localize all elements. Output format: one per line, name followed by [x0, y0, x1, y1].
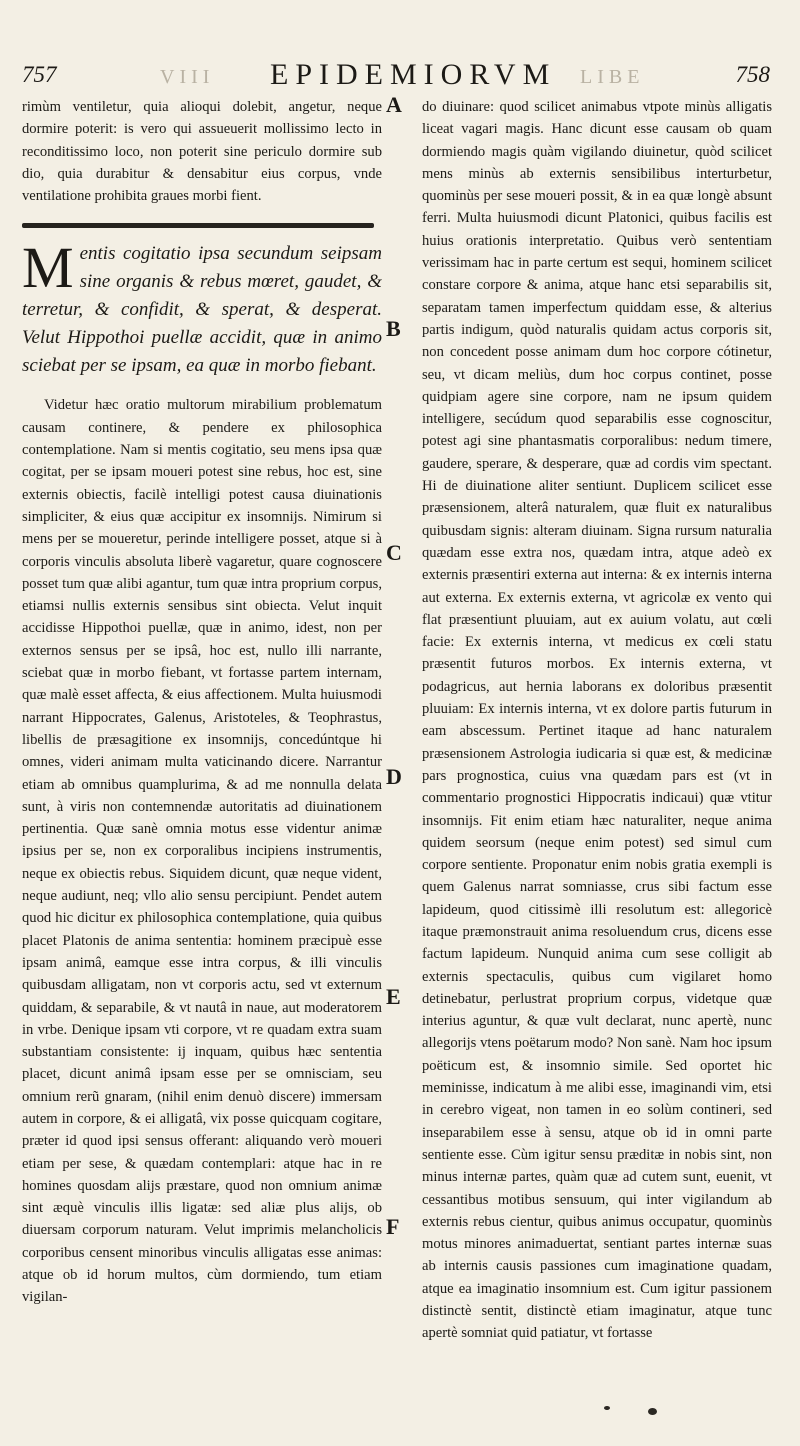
ink-speck: [648, 1408, 657, 1415]
show-through-text-left: VIII: [160, 66, 215, 88]
page-number-right: 758: [735, 62, 770, 87]
lemma-body: entis cogitatio ipsa secundum seipsam sine organis & rebus mœret, gaudet, & terretur, & confidit, & sperat, & desperat. Velut Hippothoi puellæ accidit, quæ in animo sciebat per se ipsam, ea quæ in morbo fiebant.: [22, 243, 382, 377]
margin-letter-c: C: [386, 540, 402, 565]
page-number-left: 757: [22, 62, 57, 87]
continuation-paragraph: rimùm ventiletur, quia alioqui dolebit, angetur, neque dormire poterit: is vero qui assueuerit mollissimo lecto in reconditissimo loco, non poterit sine periculo dormire sub dio, quia durabitur & densabitur eius corpus, vnde ventilatione prohibita graues morbi fient.: [22, 99, 382, 205]
right-column: [422, 96, 772, 1345]
left-column: [22, 96, 382, 1309]
margin-letter-d: D: [386, 764, 402, 789]
commentary-paragraph: Videtur hæc oratio multorum mirabilium problematum causam continere, & pendere ex philosophica contemplatione. Nam si mentis cogitatio, seu mens ipsa quæ cogitat, per se ipsam moueri potest sine rebus, hoc est, sine externis obiectis, facilè intelligi potest causa diuinationis simpliciter, & eius quæ accipitur ex insomnijs. Nimirum si mens per se moueretur, perinde intelligere posset, atque si à corporis vinculis absoluta liberè vagaretur, quare cognoscere posset tum quæ alibi agantur, tum quæ intra proprium corpus, etiamsi nullis externis sensibus sint obiecta. Velut inquit accidisse Hippothoi puellæ, quæ in animo, idest, non per externos sensus per se ipsâ, hoc est, nullo illi narrante, sciebat quæ in morbo fiebant, vt fortasse partem internam, quæ malè esset affecta, & eius affectionem. Multa huiusmodi narrant Hippocrates, Galenus, Aristoteles, & Teophrastus, libellis de præsagitione ex insomnijs, concedúntque hi omnes, videri animam multa vaticinando dicere. Narrantur etiam ab omnibus quamplurima, & ad me nonnulla delata sunt, à viris non contemnendæ autoritatis ad diuinationem pertinentia. Quæ sanè omnia motus esse videntur animæ ipsius per se, non ex corporalibus incipiens instrumentis, neque ex obiectis rebus. Siquidem dicunt, quæ neque vident, neque audiunt, neq; vllo alio sensu percipiunt. Pendet autem quod hic dicitur ex philosophica contemplatione, quia quibus placet Platonis de anima sententia: hominem præcipuè esse ipsam animâ, eamque esse intra corpus, & illi vinculis quibusdam alligatam, non vt corporis actu, sed vt externum quiddam, & separabile, & vt nautâ in naue, aut moderatorem in vrbe. Denique ipsam vti corpore, vt re quadam extra suam substantiam consistente: ij inquam, quibus hæc sententia placet, dicunt animâ ipsam esse per se omnisciam, seu omnium rerũ gnaram, (nihil enim denuò discere) immersam autem in corpore, & ei alligatâ, vix posse quicquam cogitare, præter id quod ipsi sensus offerant: aliquando verò moueri etiam per sese, & quædam contemplari: atque hac in re homines quosdam alijs præstare, quod non omnium animæ sint æquè vinculis illis ligatæ: sed aliæ plus alijs, ob diuersam corporum naturam. Velut imprimis melancholicis corporibus censent minoribus vinculis alligatas esse animas: atque ob id horum multos, cùm dormiendo, tum etiam vigilan-: [22, 397, 382, 1306]
lemma-text: [22, 235, 382, 380]
show-through-text-right: LIBE: [580, 66, 645, 88]
running-title: EPIDEMIORVM: [270, 58, 557, 91]
margin-letter-b: B: [386, 316, 401, 341]
ink-speck: [604, 1406, 610, 1410]
section-rule: [22, 223, 374, 228]
margin-letter-a: A: [386, 92, 402, 117]
drop-cap: M: [22, 235, 74, 301]
margin-letter-e: E: [386, 984, 401, 1009]
right-column-text: do diuinare: quod scilicet animabus vtpote minùs alligatis liceat vagari magis. Hanc dicunt esse causam ob quam dormiendo magis quàm vigilando diuinetur, quòd scilicet mens minùs ab externis sensibilibus interturbetur, quominùs per sese moueri possit, & in ea quæ longè absunt ferri. Multa huiusmodi dicunt Platonici, quibus facilis est huius orationis interpretatio. Quibus verò sententiam verissimam hac in parte certum est sequi, hominem scilicet constare corpore & anima, atque hanc etsi separabilis sit, separatam tamen imperfectum quiddam esse, & alterius partis indigum, quòd naturalis quidam actus corporis sit, non concedent posse animam dum hoc corpore cótinetur, seu, vt dicam meliùs, dum hoc corpus continet, posse quidpiam agere sine corpore, nam ne ipsum quidem intelligere, secúdum quod separabilis esse cognoscitur, potest agi sine phantasmatis corporalibus: nedum timere, gaudere, sperare, & desperare, quæ ad cordis vim spectant. Hi de diuinatione aliter sentiunt. Duplicem scilicet esse præsensionem, alterâ naturalem, quæ fluit ex naturalibus quibusdam signis: alteram diuinam. Signa rursum naturalia quædam esse extra nos, quædam intra, atque adeò ex externis præsentiri externa aut interna: & ex internis interna aut externa. Ex externis externa, vt agricolæ ex vento qui flat præsentiunt pluuiam, aut ex auium volatu, aut cœli facie: Ex externis interna, vt medicus ex cœli statu præsentit futuros morbos. Ex internis externa, vt podagricus, aut hernia laborans ex doloribus præsentit pluuiam: Ex internis interna, vt ex dolore partis futurum in eam abscessum. Pertinet itaque ad hanc naturalem præsensionem Astrologia iudicaria si quæ est, & medicinæ pars prognostica, cuius vna quædam pars est (vt in commentario prognostici Hippocratis indicaui) quæ vtitur insomnijs. Fit enim etiam hæc naturaliter, neque anima quidem seorsum (neque enim potest) sed simul cum corpore sentiente. Proponatur enim nobis gratia exempli is quem Galenus narrat somniasse, crus sibi factum esse lapideum, quod citissimè illi resolutum est: allegoricè itaque præmonstrauit anima resoluendum crus, dicens esse factum lapideum. Nunquid anima cum sese colligit ab externis spectaculis, quibus cum vigilaret homo detinebatur, perlustrat proprium corpus, videtque quæ interius aguntur, & quæ vult declarat, nunc apertè, nunc allegorijs vtens poëtarum modo? Non sanè. Nam hoc ipsum poëticum est, & insomnio simile. Sed oportet hic meminisse, indicatum à me alibi esse, imaginandi vim, etsi in cerebro vigeat, non tamen in eo solùm contineri, sed inseparabilem esse à sensu, atque ob id in omni parte sentiente esse. Cùm igitur sensu præditæ in nobis sint, non minus internæ partes, quàm quæ ad cutem sunt, euenit, vt cessantibus motibus sensuum, qui inter vigilandum ab externis rebus cientur, quibus animus occupatur, quominùs motus minores animaduertat, sentiant partes internæ suas ab internis causis passiones cum imaginatione quadam, atque ea imaginatio insomnium est. Cum igitur passionem distinctè sentit, distinctè etiam imaginatur, atque tunc apertè somniat quid patiatur, vt fortasse: [422, 99, 772, 1342]
margin-letter-f: F: [386, 1214, 400, 1239]
